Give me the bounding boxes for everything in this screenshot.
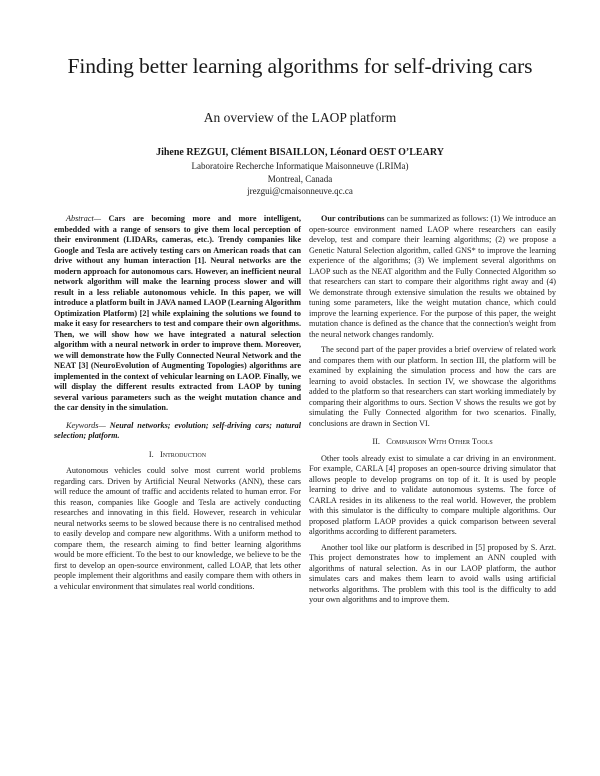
location: Montreal, Canada bbox=[267, 173, 333, 184]
contributions-text: can be summarized as follows: (1) We introduce an open-source environment named LAOP where researchers can easily develop, test and compare their learning algorithms; (2) we propose a Genetic Natural Selection algorithm, called GNS* to improve the learning experience of the algorithms; (3) We implement several algorithms on LAOP such as the NEAT algorithm and the Fully Connected Algorithm so that researchers can start to compare their algorithms right away and (4) We demonstrate through extensive simulation the results we obtained by tuning some parameters, like the weight mutation chance, which could improve the learning experience. For the purpose of this paper, the weight mutation chance is defined as the chance that the connection's weight from the neural network changes randomly. bbox=[309, 214, 556, 339]
email: jrezgui@cmaisonneuve.qc.ca bbox=[247, 186, 353, 196]
introduction-paragraph: Autonomous vehicles could solve most current world problems regarding cars. Driven by Artificial Neural Networks (ANN), these cars will reduce the amount of traffic and accidents related to human error. For this reason, companies like Google and Tesla are actively conducting researches and innovating in this field. However, research in vehicular neural networks seems to be slowed because there is no centralised method to easily develop and compare new algorithms. With a uniform method to compare them, the research aiming to find better learning algorithms would be more efficient. To the best to our knowledge, we believe to be the first to develop an open-source environment, called LOAP, that lets other people implement their algorithms and easily compare them with others in a vehicular environment that simulates real world conditions. bbox=[54, 466, 301, 591]
abstract-label: Abstract— bbox=[66, 214, 102, 223]
affiliation-block bbox=[40, 160, 560, 198]
keywords-text: Neural networks; evolution; self-driving cars; natural selection; platform. bbox=[54, 420, 301, 440]
contributions-label: Our contributions bbox=[321, 214, 385, 223]
outline-paragraph: The second part of the paper provides a brief overview of related work and compares them with our platform. In section III, the platform will be examined by explaining the simulation process and how the cars are learning to avoid obstacles. In section IV, we showcase the algorithms added to the platform so that researchers can start working immediately by comparing their algorithms to ours. Section V shows the results we got by simulating the Fully Connected algorithm for two scenarios. Finally, conclusions are drawn in Section VI. bbox=[309, 345, 556, 428]
paper-title: Finding better learning algorithms for self-driving cars bbox=[67, 54, 533, 78]
comparison-paragraph-2: Another tool like our platform is described in [5] proposed by S. Arzt. This project demonstrates how to implement an ANN coupled with algorithms of natural selection. As in our LAOP platform, the author simulates cars and makes them learn to avoid walls using artificial networks algorithms. The problem with this tool is the difficulty to add your own algorithms and to improve them. bbox=[309, 542, 556, 604]
contributions-paragraph bbox=[309, 214, 556, 340]
abstract-text: Cars are becoming more and more intelligent, embedded with a range of sensors to give them local perception of their environment (LIDARs, cameras, etc.). Trendy companies like Google and Tesla are actively testing cars on American roads that can drive without any human interaction [1]. Neural networks are the modern approach for autonomous cars. However, an inefficient neural network algorithm will make the learning process slower and will result in a less reliable autonomous vehicle. In this paper, we will introduce a platform built in JAVA named LAOP (Learning Algorithm Optimization Platform) [2] while explaining the solutions we found to make it easy for researchers to test and compare their own algorithms. Then, we will show how we have integrated a natural selection algorithm with a neural network in order to improve them. Moreover, we will demonstrate how the Fully Connected Neural Network and the NEAT [3] (NeuroEvolution of Augmenting Topologies) algorithms are implemented in the context of vehicular learning on LAOP. Finally, we will display the different results extracted from LAOP by tuning several various parameters such as the weight mutation chance and the car density in the simulation. bbox=[54, 214, 301, 412]
abstract bbox=[54, 214, 301, 414]
left-column bbox=[54, 214, 301, 592]
section-heading-comparison: II. Comparison With Other Tools bbox=[372, 437, 493, 446]
paper-subtitle: An overview of the LAOP platform bbox=[203, 110, 397, 125]
section-heading-introduction: I. Introduction bbox=[148, 449, 207, 459]
right-column bbox=[309, 214, 556, 606]
author-list: Jihene REZGUI, Clément BISAILLON, Léonard OEST O’LEARY bbox=[156, 147, 444, 158]
affiliation: Laboratoire Recherche Informatique Maisonneuve (LRIMa) bbox=[191, 161, 409, 171]
keywords bbox=[54, 421, 301, 442]
comparison-paragraph-1: Other tools already exist to simulate a car driving in an environment. For example, CARLA [4] proposes an open-source driving simulator that allows people to develop programs on top of it. It is used by people learning to drive and to validate autonomous systems. The force of CARLA resides in its alikeness to the real world. However, the problem with this simulator is the difficulty to compare multiple algorithms. Our proposed platform LAOP provides a quick comparison between several algorithms according to different parameters. bbox=[309, 453, 556, 536]
keywords-label: Keywords— bbox=[66, 420, 106, 430]
